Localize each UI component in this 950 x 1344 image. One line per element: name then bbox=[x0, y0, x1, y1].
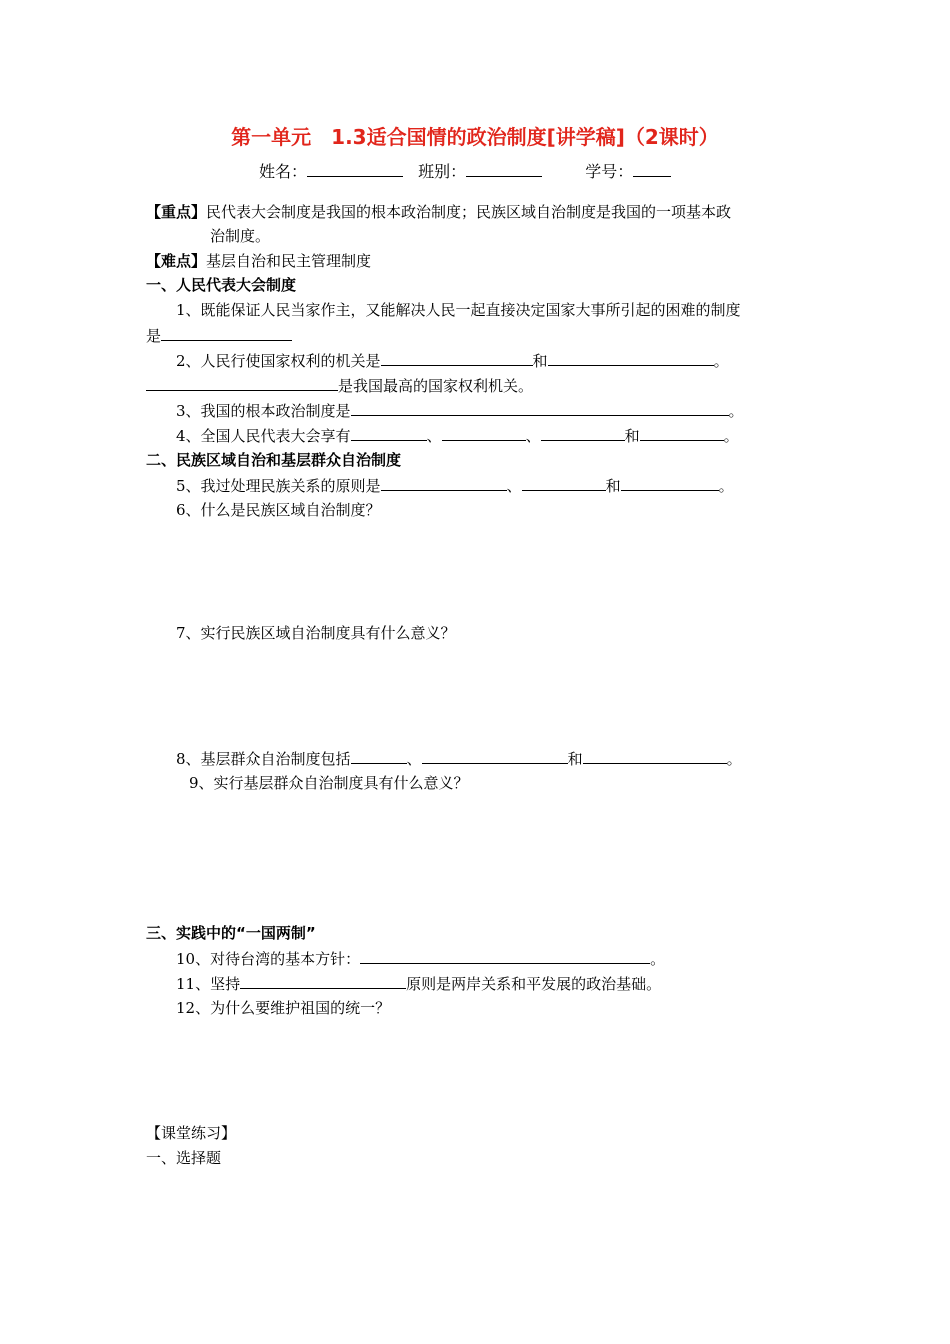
difficult-points bbox=[146, 251, 371, 271]
q8-blank-2[interactable] bbox=[422, 748, 568, 764]
q1-blank[interactable] bbox=[161, 325, 292, 341]
q2-blank-2[interactable] bbox=[548, 350, 714, 366]
exercise-subheading: 一、选择题 bbox=[146, 1149, 222, 1167]
question-11: 11、坚持 原则是两岸关系和平发展的政治基础。 bbox=[176, 975, 662, 993]
question-9: 9、实行基层群众自治制度具有什么意义？ bbox=[189, 774, 469, 792]
question-5: 5、我过处理民族关系的原则是 、 和 。 bbox=[176, 477, 734, 495]
name-blank[interactable] bbox=[307, 161, 403, 177]
question-1-line1: 1、既能保证人民当家作主，又能解决人民一起直接决定国家大事所引起的困难的制度 bbox=[176, 301, 741, 319]
question-8: 8、基层群众自治制度包括 、 和 。 bbox=[176, 750, 742, 768]
q10-blank[interactable] bbox=[360, 948, 650, 964]
question-3: 3、我国的根本政治制度是 。 bbox=[176, 402, 744, 420]
name-label: 姓名： bbox=[259, 162, 308, 181]
number-blank[interactable] bbox=[633, 161, 671, 177]
q11-blank[interactable] bbox=[240, 973, 406, 989]
difficult-points-label: 【难点】 bbox=[146, 252, 207, 270]
q2-blank-1[interactable] bbox=[381, 350, 533, 366]
class-blank[interactable] bbox=[466, 161, 542, 177]
page-title: 第一单元 1.3适合国情的政治制度[讲学稿]（2课时） bbox=[231, 125, 719, 149]
question-1-line2: 是 bbox=[146, 325, 292, 346]
question-6: 6、什么是民族区域自治制度？ bbox=[176, 501, 381, 519]
question-7: 7、实行民族区域自治制度具有什么意义？ bbox=[176, 624, 456, 642]
q4-blank-3[interactable] bbox=[541, 425, 625, 441]
class-label: 班别： bbox=[418, 162, 467, 181]
key-points-text-2: 治制度。 bbox=[210, 227, 271, 245]
q5-blank-2[interactable] bbox=[522, 475, 606, 491]
question-12: 12、为什么要维护祖国的统一？ bbox=[176, 999, 391, 1017]
question-4: 4、全国人民代表大会享有 、 、 和 。 bbox=[176, 427, 739, 445]
q5-blank-1[interactable] bbox=[381, 475, 507, 491]
key-points-label: 【重点】 bbox=[146, 203, 207, 221]
question-2: 2、人民行使国家权利的机关是 和 。 bbox=[176, 352, 729, 370]
exercise-label: 【课堂练习】 bbox=[146, 1124, 237, 1142]
q4-blank-2[interactable] bbox=[442, 425, 526, 441]
section1-heading: 一、人民代表大会制度 bbox=[146, 276, 297, 294]
section2-heading: 二、民族区域自治和基层群众自治制度 bbox=[146, 451, 402, 469]
number-label: 学号： bbox=[585, 162, 634, 181]
question-2-line2: 是我国最高的国家权利机关。 bbox=[146, 375, 533, 396]
question-10: 10、对待台湾的基本方针： 。 bbox=[176, 950, 666, 968]
key-points bbox=[146, 202, 731, 222]
q5-blank-3[interactable] bbox=[621, 475, 719, 491]
key-points-text-1: 民代表大会制度是我国的根本政治制度；民族区域自治制度是我国的一项基本政 bbox=[206, 203, 732, 221]
q2-blank-3[interactable] bbox=[146, 375, 338, 391]
student-info-row bbox=[259, 161, 671, 182]
q8-blank-3[interactable] bbox=[583, 748, 727, 764]
q4-blank-1[interactable] bbox=[351, 425, 427, 441]
q3-blank[interactable] bbox=[351, 400, 729, 416]
difficult-points-text: 基层自治和民主管理制度 bbox=[206, 252, 372, 270]
q4-blank-4[interactable] bbox=[640, 425, 724, 441]
q8-blank-1[interactable] bbox=[351, 748, 407, 764]
section3-heading: 三、实践中的“一国两制” bbox=[146, 924, 316, 942]
